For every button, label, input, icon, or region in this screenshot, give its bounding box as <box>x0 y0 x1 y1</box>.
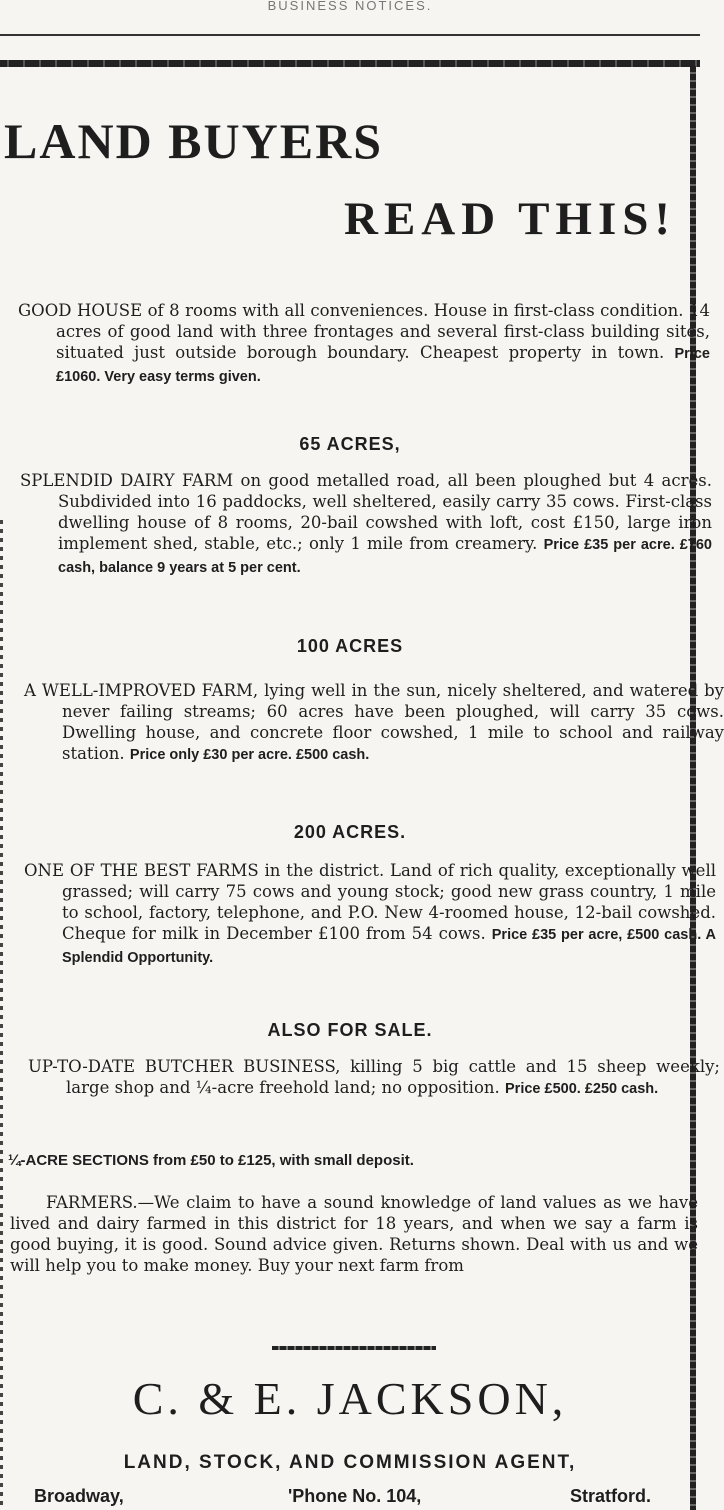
page-header-strip: BUSINESS NOTICES. <box>267 0 433 13</box>
firm-town: Stratford. <box>570 1486 651 1506</box>
listing-dairy-farm <box>20 470 712 579</box>
section-heading-200-acres: 200 ACRES. <box>293 822 407 842</box>
listing-body: UP-TO-DATE BUTCHER BUSINESS, killing 5 big cattle and 15 sheep weekly; large shop and ¼-acre freehold land; no opposition. <box>28 1057 720 1097</box>
headline-land-buyers: LAND BUYERS <box>4 113 384 169</box>
firm-phone: 'Phone No. 104, <box>288 1486 422 1506</box>
section-heading-also-for-sale: ALSO FOR SALE. <box>267 1020 433 1040</box>
listing-price: Price £35 per acre, £500 cash. A Splendid Opportunity. <box>62 927 717 966</box>
listing-good-house <box>18 300 710 388</box>
firm-title: LAND, STOCK, AND COMMISSION AGENT, <box>123 1452 577 1473</box>
divider-rule <box>272 1346 436 1350</box>
firm-address: Broadway, <box>34 1486 124 1506</box>
column-border-right <box>690 66 696 1510</box>
listing-body: SPLENDID DAIRY FARM on good metalled road, all been ploughed but 4 acres. Subdivided into 16 paddocks, well sheltered, easily carry 35 cows. First-class dwelling house of 8 rooms, 20-bail cowshed with loft, cost £150, large iron implement shed, stable, etc.; only 1 mile from creamery. <box>20 471 712 553</box>
listing-body: ONE OF THE BEST FARMS in the district. Land of rich quality, exceptionally well grassed; will carry 75 cows and young stock; good new grass country, 1 mile to school, factory, telephone, and P.O. New 4-roomed house, 12-bail cowshed. Cheque for milk in December £100 from 54 cows. <box>24 861 716 943</box>
section-heading-100-acres: 100 ACRES <box>296 636 404 656</box>
ornamental-rule <box>0 60 700 67</box>
listing-well-improved-farm <box>24 680 724 766</box>
listing-body: GOOD HOUSE of 8 rooms with all conveniences. House in first-class condition. 14 acres of good land with three frontages and several first-class building sites, situated just outside borough boundary. Cheapest property in town. <box>18 301 710 362</box>
listing-price: Price £1060. Very easy terms given. <box>56 346 710 385</box>
section-heading-65-acres: 65 ACRES, <box>299 434 401 454</box>
firm-name: C. & E. JACKSON, <box>132 1373 568 1424</box>
listing-price: Price £35 per acre. £760 cash, balance 9 years at 5 per cent. <box>58 537 712 576</box>
listing-body: A WELL-IMPROVED FARM, lying well in the sun, nicely sheltered, and watered by never failing streams; 60 acres have been ploughed, will carry 35 cows. Dwelling house, and concrete floor cowshed, 1 mile to school and railway station. <box>24 681 724 763</box>
top-rule <box>0 34 700 36</box>
farmers-note: FARMERS.—We claim to have a sound knowledge of land values as we have lived and dairy farmed in this district for 18 years, and when we say a farm is good buying, it is good. Sound advice given. Returns shown. Deal with us and we will help you to make money. Buy your next farm from <box>10 1193 698 1275</box>
listing-price: Price £500. £250 cash. <box>505 1081 659 1097</box>
headline-read-this: READ THIS! <box>344 193 677 245</box>
quarter-acre-sections-note: ¼-ACRE SECTIONS from £50 to £125, with small deposit. <box>8 1152 414 1169</box>
listing-butcher-business <box>28 1056 720 1100</box>
listing-best-farm <box>24 860 716 969</box>
listing-price: Price only £30 per acre. £500 cash. <box>129 747 370 763</box>
column-border-left <box>0 520 3 1510</box>
